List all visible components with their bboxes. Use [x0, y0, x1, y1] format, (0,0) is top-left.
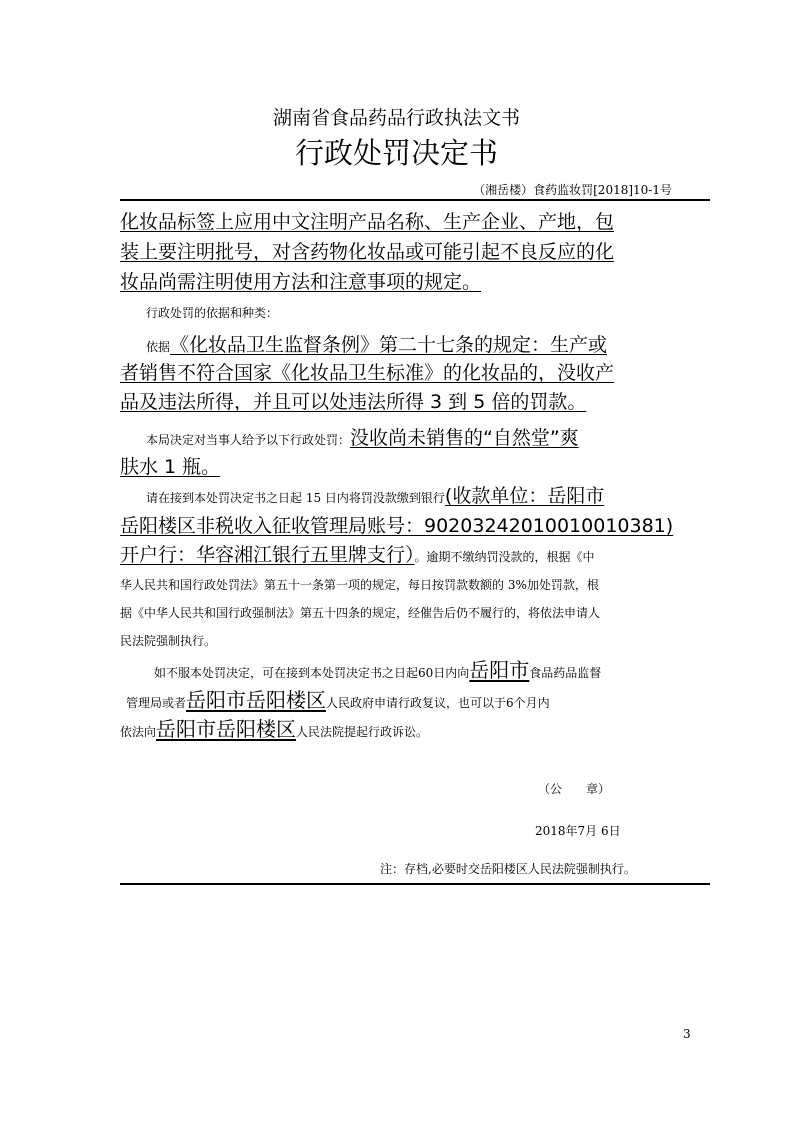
- decision-line-2: 肤水 1 瓶。: [120, 456, 221, 478]
- basis-line-2: 者销售不符合国家《化妆品卫生标准》的化妆品的，没收产: [120, 362, 615, 384]
- seal-placeholder: （公 章）: [538, 782, 611, 796]
- appeal-row-3: [120, 713, 428, 742]
- bank-fill: 开户行：华容湘江银行五里牌支行）: [120, 544, 415, 566]
- appeal-text-4: 人民政府申请行政复议，也可以于6个月内: [326, 696, 550, 710]
- payment-after: 。逾期不缴纳罚没款的，根据《中: [414, 550, 595, 564]
- appeal-row-1: [154, 654, 601, 683]
- appeal-fill-district: 岳阳市岳阳楼区: [186, 688, 327, 712]
- document-number: （湘岳楼）食药监妆罚[2018]10-1号: [473, 183, 672, 197]
- issue-date: 2018年7月 6日: [535, 824, 621, 838]
- basis-label: 行政处罚的依据和种类：: [146, 306, 279, 320]
- header-rule: [120, 199, 710, 201]
- appeal-fill-court: 岳阳市岳阳楼区: [156, 717, 297, 741]
- footer-rule: [120, 883, 710, 885]
- appeal-text-5: 依法向: [120, 725, 157, 739]
- decision-row: [146, 423, 579, 450]
- basis-line-1-row: [146, 330, 607, 357]
- account-fill: 岳阳楼区非税收入征收管理局账号：90203242010010010381): [120, 515, 674, 537]
- payee-fill: (收款单位：岳阳市: [444, 485, 605, 507]
- payment-row-1: [146, 481, 604, 508]
- violation-line-1: 化妆品标签上应用中文注明产品名称、生产企业、产地，包: [120, 211, 615, 233]
- page-number: 3: [683, 1027, 691, 1041]
- violation-line-3: 妆品尚需注明使用方法和注意事项的规定。: [120, 271, 482, 293]
- payment-line-4: 华人民共和国行政处罚法》第五十一条第一项的规定，每日按罚款数额的 3%加处罚款，根: [120, 578, 599, 592]
- appeal-text-3: 管理局或者: [126, 696, 187, 710]
- appeal-fill-city: 岳阳市: [469, 658, 530, 682]
- agency-title: 湖南省食品药品行政执法文书: [272, 107, 520, 129]
- appeal-text-6: 人民法院提起行政诉讼。: [296, 725, 429, 739]
- payment-prefix: 请在接到本处罚决定书之日起 15 日内将罚没款缴到银行: [146, 491, 445, 505]
- payment-row-3: [120, 540, 595, 567]
- violation-line-2: 装上要注明批号，对含药物化妆品或可能引起不良反应的化: [120, 241, 615, 263]
- appeal-text-2: 食品药品监督: [529, 666, 602, 680]
- archive-note: 注：存档,必要时交岳阳楼区人民法院强制执行。: [380, 862, 636, 876]
- basis-prefix: 依据: [146, 340, 171, 354]
- decision-line-1: 没收尚未销售的“自然堂”爽: [350, 427, 579, 449]
- basis-line-3: 品及违法所得，并且可以处违法所得 3 到 5 倍的罚款。: [120, 391, 587, 413]
- payment-line-6: 民法院强制执行。: [120, 634, 217, 648]
- document-title: 行政处罚决定书: [294, 136, 498, 170]
- appeal-text-1: 如不服本处罚决定，可在接到本处罚决定书之日起60日内向: [154, 666, 470, 680]
- decision-prefix: 本局决定对当事人给予以下行政处罚：: [146, 433, 351, 447]
- appeal-row-2: [126, 684, 550, 713]
- payment-line-5: 据《中华人民共和国行政强制法》第五十四条的规定，经催告后仍不履行的，将依法申请人: [120, 606, 601, 620]
- basis-line-1: 《化妆品卫生监督条例》第二十七条的规定：生产或: [170, 334, 608, 356]
